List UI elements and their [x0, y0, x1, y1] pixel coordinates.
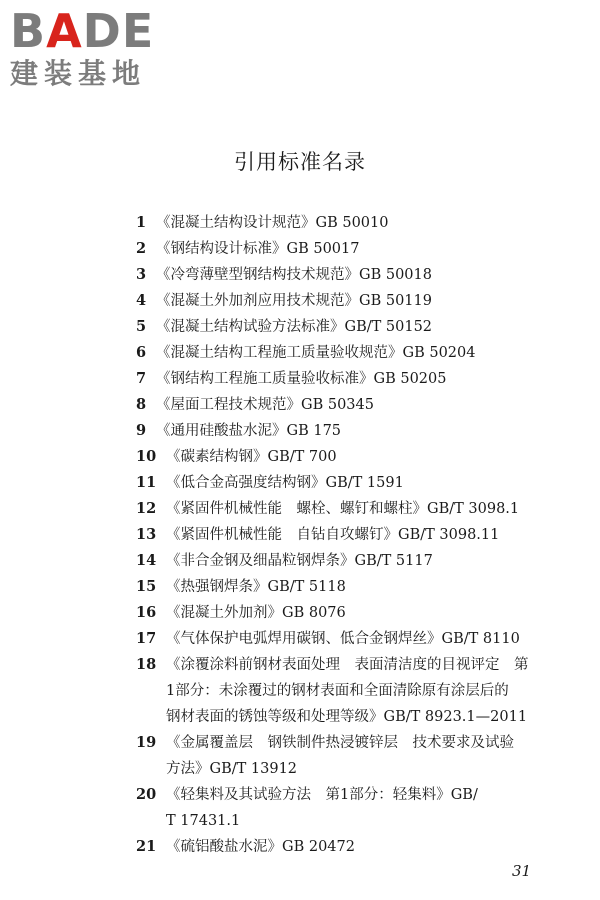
list-item — [136, 652, 556, 730]
item-number: 4 — [136, 292, 147, 309]
item-text — [166, 782, 556, 834]
item-text: 《低合金高强度结构钢》GB/T 1591 — [166, 475, 404, 491]
list-item — [136, 314, 556, 340]
standards-list — [136, 210, 556, 860]
item-text-line: 1部分：未涂覆过的钢材表面和全面清除原有涂层后的 — [166, 683, 509, 699]
item-text: 《混凝土外加剂应用技术规范》GB 50119 — [156, 293, 432, 309]
logo-letter-accent: A — [46, 4, 83, 58]
list-item — [136, 366, 556, 392]
bade-logo — [10, 6, 180, 90]
list-item — [136, 782, 556, 834]
item-number: 18 — [136, 656, 157, 673]
list-item — [136, 392, 556, 418]
item-text: 《通用硅酸盐水泥》GB 175 — [156, 423, 342, 439]
item-text: 《钢结构设计标准》GB 50017 — [156, 241, 360, 257]
item-text: 《混凝土结构设计规范》GB 50010 — [156, 215, 389, 231]
page-title: 引用标准名录 — [234, 150, 366, 174]
list-item — [136, 730, 556, 782]
list-item — [136, 418, 556, 444]
item-number: 2 — [136, 240, 147, 257]
item-number: 1 — [136, 214, 147, 231]
item-text-line: 《涂覆涂料前钢材表面处理 表面清洁度的目视评定 第 — [166, 657, 529, 673]
item-text — [166, 652, 556, 730]
list-item — [136, 600, 556, 626]
item-number: 21 — [136, 838, 157, 855]
list-item — [136, 236, 556, 262]
item-number: 13 — [136, 526, 157, 543]
page-number: 31 — [512, 862, 532, 880]
item-number: 12 — [136, 500, 157, 517]
item-text: 《钢结构工程施工质量验收标准》GB 50205 — [156, 371, 447, 387]
item-text: 《冷弯薄壁型钢结构技术规范》GB 50018 — [156, 267, 432, 283]
item-number: 15 — [136, 578, 157, 595]
item-number: 14 — [136, 552, 157, 569]
item-text: 《碳素结构钢》GB/T 700 — [166, 449, 337, 465]
item-number: 7 — [136, 370, 147, 387]
item-text-line: 方法》GB/T 13912 — [166, 761, 298, 777]
item-number: 19 — [136, 734, 157, 751]
item-text-line: T 17431.1 — [166, 813, 241, 829]
item-text: 《混凝土结构工程施工质量验收规范》GB 50204 — [156, 345, 476, 361]
item-number: 11 — [136, 474, 157, 491]
item-text-line: 《金属覆盖层 钢铁制件热浸镀锌层 技术要求及试验 — [166, 735, 514, 751]
list-item — [136, 288, 556, 314]
item-number: 16 — [136, 604, 157, 621]
list-item — [136, 340, 556, 366]
list-item — [136, 834, 556, 860]
list-item — [136, 626, 556, 652]
item-text — [166, 730, 556, 782]
item-text: 《硫铝酸盐水泥》GB 20472 — [166, 839, 355, 855]
list-item — [136, 496, 556, 522]
item-number: 8 — [136, 396, 147, 413]
item-text: 《非合金钢及细晶粒钢焊条》GB/T 5117 — [166, 553, 433, 569]
list-item — [136, 522, 556, 548]
item-number: 3 — [136, 266, 147, 283]
item-text: 《紧固件机械性能 自钻自攻螺钉》GB/T 3098.11 — [166, 527, 500, 543]
item-number: 9 — [136, 422, 147, 439]
list-item — [136, 262, 556, 288]
logo-wordmark — [10, 6, 180, 56]
item-text: 《混凝土结构试验方法标准》GB/T 50152 — [156, 319, 433, 335]
logo-letters-1: B — [10, 4, 47, 58]
item-text: 《紧固件机械性能 螺栓、螺钉和螺柱》GB/T 3098.1 — [166, 501, 520, 517]
logo-subtitle: 建装基地 — [10, 57, 147, 90]
logo-letters-2: DE — [82, 4, 155, 58]
item-text: 《气体保护电弧焊用碳钢、低合金钢焊丝》GB/T 8110 — [166, 631, 520, 647]
item-text: 《热强钢焊条》GB/T 5118 — [166, 579, 346, 595]
item-text-line: 钢材表面的锈蚀等级和处理等级》GB/T 8923.1—2011 — [166, 709, 528, 725]
list-item — [136, 444, 556, 470]
item-text-line: 《轻集料及其试验方法 第1部分：轻集料》GB/ — [166, 787, 478, 803]
list-item — [136, 470, 556, 496]
item-number: 6 — [136, 344, 147, 361]
item-number: 20 — [136, 786, 157, 803]
list-item — [136, 210, 556, 236]
item-number: 5 — [136, 318, 147, 335]
list-item — [136, 574, 556, 600]
list-item — [136, 548, 556, 574]
item-number: 10 — [136, 448, 157, 465]
item-number: 17 — [136, 630, 157, 647]
item-text: 《屋面工程技术规范》GB 50345 — [156, 397, 374, 413]
item-text: 《混凝土外加剂》GB 8076 — [166, 605, 346, 621]
